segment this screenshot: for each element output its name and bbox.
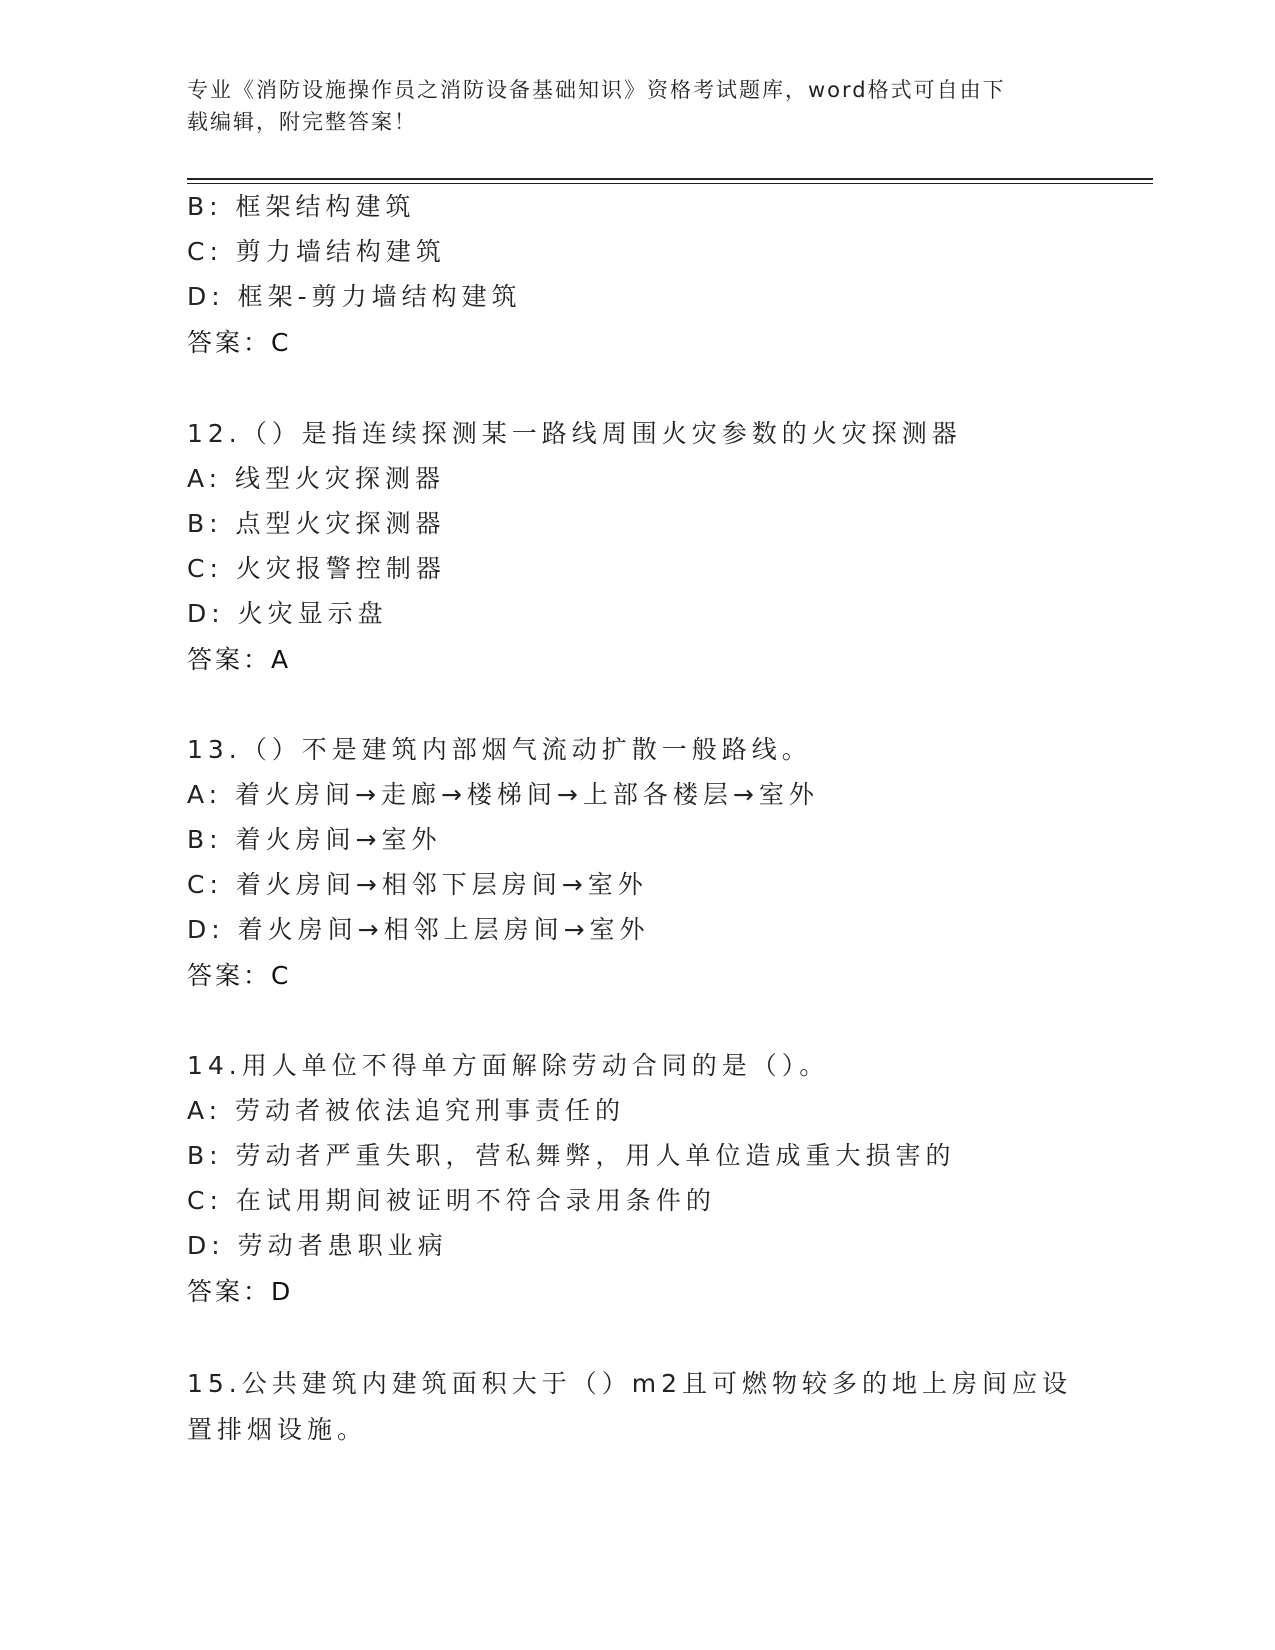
q15-question: 15.公共建筑内建筑面积大于（）m2且可燃物较多的地上房间应设置排烟设施。 [187,1369,1073,1444]
q11-option-c: C: 剪力墙结构建筑 [187,237,446,266]
q14-option-c: C: 在试用期间被证明不符合录用条件的 [187,1186,716,1215]
q13-question: 13.（）不是建筑内部烟气流动扩散一般路线。 [187,735,812,764]
header-divider-thin [187,183,1153,184]
q13-option-c: C: 着火房间→相邻下层房间→室外 [187,870,648,899]
q11-option-d: D: 框架-剪力墙结构建筑 [187,282,522,311]
q12-question: 12.（）是指连续探测某一路线周围火灾参数的火灾探测器 [187,419,962,448]
q13-option-b: B: 着火房间→室外 [187,825,442,854]
header-line-1: 专业《消防设施操作员之消防设备基础知识》资格考试题库，word格式可自由下 [187,78,1006,102]
q14-option-a: A: 劳动者被依法追究刑事责任的 [187,1096,626,1125]
q12-option-a: A: 线型火灾探测器 [187,464,446,493]
header-line-2: 载编辑，附完整答案！ [187,110,417,134]
q11-answer: 答案：C [187,328,292,357]
q12-answer: 答案：A [187,645,292,674]
q12-option-b: B: 点型火灾探测器 [187,509,446,538]
q11-option-b: B: 框架结构建筑 [187,192,416,221]
q14-option-d: D: 劳动者患职业病 [187,1231,448,1260]
q14-question: 14.用人单位不得单方面解除劳动合同的是（）。 [187,1051,830,1080]
q13-option-a: A: 着火房间→走廊→楼梯间→上部各楼层→室外 [187,780,819,809]
q12-option-c: C: 火灾报警控制器 [187,554,446,583]
header-divider-thick [187,178,1153,180]
q12-option-d: D: 火灾显示盘 [187,599,388,628]
q14-answer: 答案：D [187,1277,294,1306]
q14-option-b: B: 劳动者严重失职，营私舞弊，用人单位造成重大损害的 [187,1141,956,1170]
q13-option-d: D: 着火房间→相邻上层房间→室外 [187,915,650,944]
q13-answer: 答案：C [187,961,292,990]
document-header [187,74,1087,138]
